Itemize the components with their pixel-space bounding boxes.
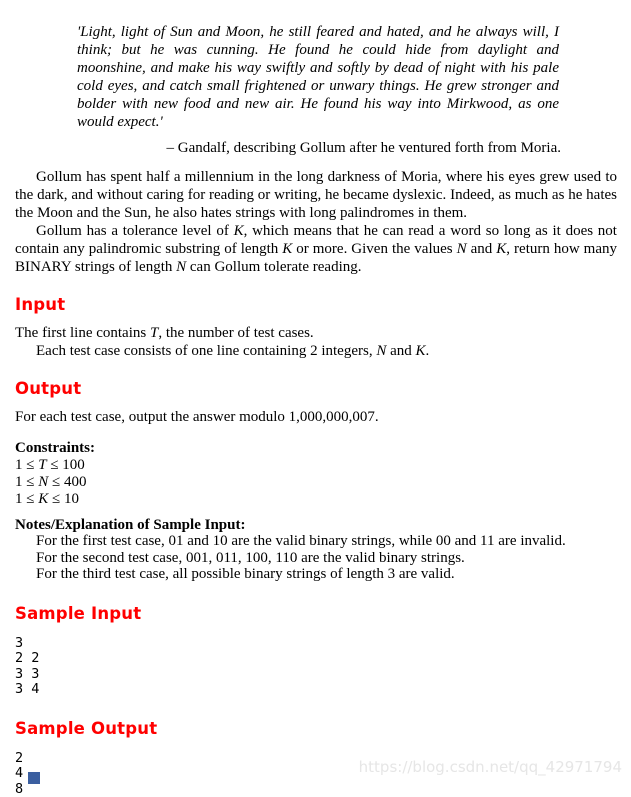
text-run: or more. Given the values bbox=[292, 241, 456, 257]
notes-block bbox=[15, 517, 617, 583]
input-section-heading: Input bbox=[15, 295, 617, 314]
text-run: The first line contains bbox=[15, 325, 150, 341]
sample-output-heading: Sample Output bbox=[15, 719, 617, 738]
csdn-watermark: https://blog.csdn.net/qq_42971794 bbox=[359, 758, 622, 776]
sample-input-line: 2 2 bbox=[15, 651, 617, 667]
text-run: ≤ 400 bbox=[48, 474, 86, 490]
text-run: 1 ≤ bbox=[15, 474, 38, 490]
input-description-line-1 bbox=[15, 325, 617, 343]
math-var-k: K bbox=[416, 343, 426, 359]
output-section-heading: Output bbox=[15, 379, 617, 398]
text-run: , return how many BINARY strings of length bbox=[15, 241, 617, 275]
note-line-3: For the third test case, all possible binary strings of length 3 are valid. bbox=[15, 566, 617, 583]
epigraph-quote: 'Light, light of Sun and Moon, he still feared and hated, and he always will, I think; but he was cunning. He found he could hide from daylight and moonshine, and make his way swiftly and softly by dead of night with his pale cold eyes, and catch small frightened or unwary things. He grew stronger and bolder with new food and new air. He found his way into Mirkwood, as one would expect.' bbox=[77, 23, 559, 131]
text-run: Gollum has a tolerance level of bbox=[36, 223, 234, 239]
constraint-k bbox=[15, 491, 617, 508]
math-var-n: N bbox=[457, 241, 467, 257]
math-var-k: K bbox=[282, 241, 292, 257]
text-run: can Gollum tolerate reading. bbox=[186, 259, 361, 275]
math-var-n: N bbox=[38, 474, 48, 490]
sample-output-line: 8 bbox=[15, 782, 617, 797]
text-run: ≤ 10 bbox=[48, 491, 79, 507]
sample-input-line: 3 bbox=[15, 636, 617, 652]
text-run: . bbox=[426, 343, 430, 359]
math-var-k: K bbox=[234, 223, 244, 239]
math-var-k: K bbox=[496, 241, 506, 257]
math-var-t: T bbox=[150, 325, 158, 341]
note-line-2: For the second test case, 001, 011, 100, 110 are the valid binary strings. bbox=[15, 550, 617, 567]
sample-input-line: 3 4 bbox=[15, 682, 617, 698]
sample-input-heading: Sample Input bbox=[15, 604, 617, 623]
constraints-block bbox=[15, 440, 617, 508]
text-run: Each test case consists of one line containing 2 integers, bbox=[36, 343, 376, 359]
sample-output-line: 4 bbox=[15, 766, 617, 782]
math-var-k: K bbox=[38, 491, 48, 507]
problem-statement bbox=[15, 168, 617, 276]
text-run: ≤ 100 bbox=[47, 457, 85, 473]
math-var-n: N bbox=[376, 343, 386, 359]
output-description-line: For each test case, output the answer modulo 1,000,000,007. bbox=[15, 409, 617, 427]
sample-output-line: 2 bbox=[15, 751, 617, 767]
text-run: , which means that he can read a word so long as it does not contain any palindromic substring of length bbox=[15, 223, 617, 257]
notes-heading: Notes/Explanation of Sample Input: bbox=[15, 517, 617, 534]
math-var-t: T bbox=[38, 457, 46, 473]
sample-input-block bbox=[15, 636, 617, 698]
note-line-1: For the first test case, 01 and 10 are the valid binary strings, while 00 and 11 are invalid. bbox=[15, 533, 617, 550]
statement-paragraph-2 bbox=[15, 222, 617, 276]
quote-attribution: – Gandalf, describing Gollum after he ventured forth from Moria. bbox=[15, 140, 561, 157]
text-run: and bbox=[386, 343, 415, 359]
constraint-n bbox=[15, 474, 617, 491]
text-run: 1 ≤ bbox=[15, 491, 38, 507]
corner-blue-square bbox=[28, 772, 40, 784]
constraints-heading: Constraints: bbox=[15, 440, 617, 457]
sample-input-line: 3 3 bbox=[15, 667, 617, 683]
input-description-line-2 bbox=[15, 343, 617, 361]
math-var-n: N bbox=[176, 259, 186, 275]
text-run: and bbox=[467, 241, 497, 257]
text-run: 1 ≤ bbox=[15, 457, 38, 473]
constraint-t bbox=[15, 457, 617, 474]
text-run: , the number of test cases. bbox=[158, 325, 313, 341]
statement-paragraph-1: Gollum has spent half a millennium in the long darkness of Moria, where his eyes grew used to the dark, and without caring for reading or writing, he became dyslexic. Indeed, as much as he hates the Moon and the Sun, he also hates strings with long palindromes in them. bbox=[15, 168, 617, 222]
